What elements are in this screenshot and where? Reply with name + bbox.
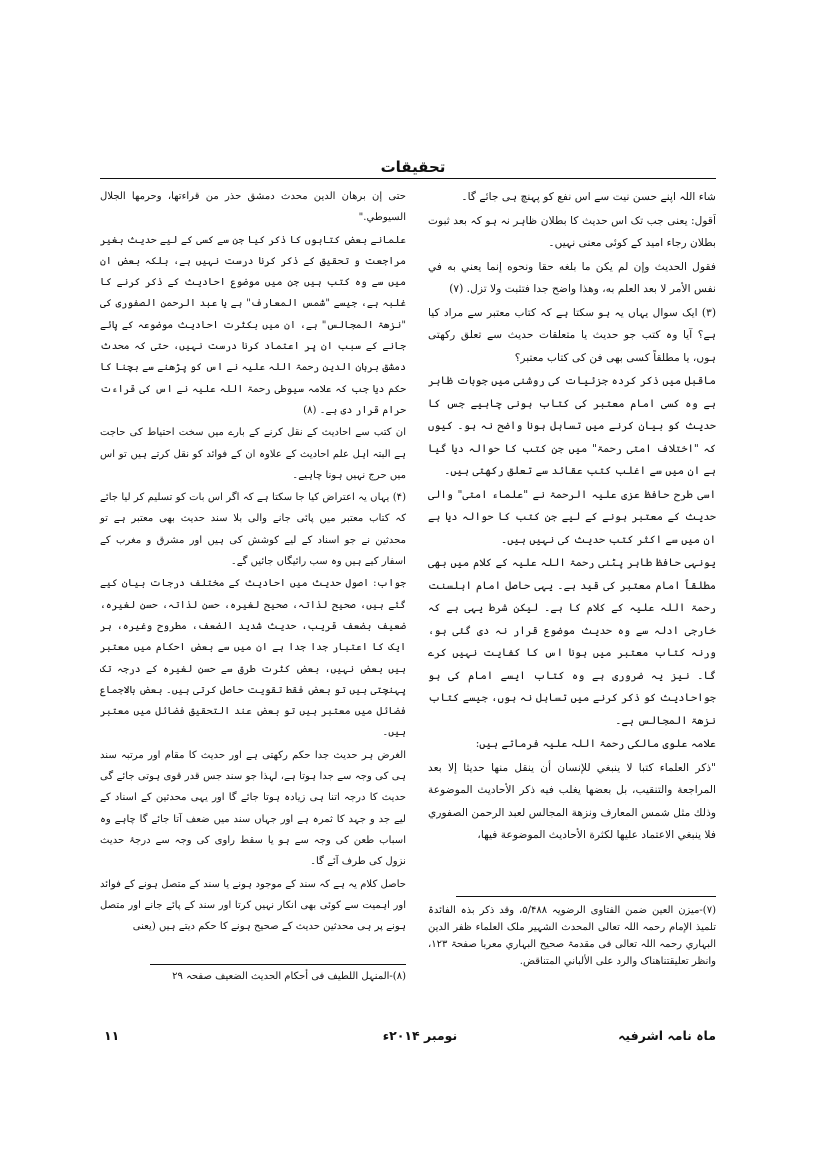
left-paragraph: جواب: اصول حدیث میں احادیث کے مختلف درجات بیان کیے گئے ہیں، صحیح لذاتہ، صحیح لغیرہ، حسن لذاتہ، حسن لغیرہ، ضعیف بضعف قریب، حدیث شدید الضعف، مطروح وغیرہ، ہر ایک کا اعتبار جدا جدا ہے ان میں سے بعض احکام میں معتبر ہیں بعض نہیں، بعض کثرت طرق سے حسن لغیرہ کے درجہ تک پہنچتی ہیں تو بعض فقط تقویت حاصل کرتی ہیں۔ بعض بالاجماع فضائل میں معتبر ہیں تو بعض عند التحقیق فضائل میں معتبر ہیں۔ bbox=[100, 578, 406, 739]
right-paragraph: یونہی حافظ طاہر پٹنی رحمۃ اللہ علیہ کے کلام میں بھی مطلقاً امام معتبر کی قید ہے۔ یہی حاصل امام اہلسنت رحمۃ اللہ علیہ کے کلام کا ہے۔ لیکن شرط یہی ہے کہ خارجی ادلہ سے وہ حدیث موضوع قرار نہ دی گئی ہو، ورنہ کتاب معتبر میں ہونا اس کا کفایت نہیں کرے گا۔ نیز یہ ضروری ہے وہ کتاب ایسے امام کی ہو جواحادیث کو ذکر کرنے میں تساہل نہ ہوں، جیسے کتاب نزھۃ المجالس ہے۔ bbox=[428, 556, 716, 727]
right-footnote: (۷)-میزن العین ضمن الفتاوی الرضویہ ۵/۴۸۸، وقد ذکر بذہ الفائدۃ تلمیذ الإمام رحمہ اللہ تعالی المحدث الشہیر ملک العلماء ظفر الدین البہاري رحمہ اللہ تعالی فی مقدمۃ صحیح البہاري معربا صفحۃ ۱۲۳، وانظر تعلیقتناھناک والرد علی الألباني المتناقض. bbox=[428, 905, 716, 967]
right-paragraph: (۳) ایک سوال یہاں یہ ہو سکتا ہے کہ کتاب معتبر سے مراد کیا ہے؟ آیا وہ کتب جو حدیث یا متعلقات حدیث سے تعلق رکھتی ہوں، یا مطلقاً کسی بھی فن کی کتاب معتبر؟ bbox=[428, 305, 716, 364]
page-number: ۱۱ bbox=[104, 1028, 120, 1043]
left-paragraph: (۴) یہاں یہ اعتراض کیا جا سکتا ہے کہ اگر اس بات کو تسلیم کر لیا جائے کہ کتاب معتبر میں پائی جانے والی بلا سند حدیث بھی معتبر ہے تو محدثین نے جو اسناد کے لیے کوشش کی ہیں اور مشرق و مغرب کے اسفار کیے ہیں وہ سب رائیگاں جائیں گے۔ bbox=[100, 492, 406, 568]
left-paragraph: حتى إن برهان الدين محدث دمشق حذر من قراءتها، وحرمها الجلال السيوطي." bbox=[100, 191, 406, 224]
right-paragraph: اسی طرح حافظ عزی علیہ الرحمۃ نے "علماء امتی" والی حدیث کے معتبر ہونے کے لیے جن کتب کا حوالہ دیا ہے ان میں سے اکثر کتب حدیث کی نہیں ہیں۔ bbox=[428, 487, 716, 546]
header-rule bbox=[100, 178, 716, 179]
right-paragraph: فقول الحديث وإن لم يكن ما بلغه حقا ونحوه إنما يعني به في نفس الأمر لا بعد العلم به، وهذا واضح جدا فتثبت ولا تزل. (۷) bbox=[428, 259, 716, 295]
left-footnote: (۸)-المنہل اللطیف فی أحکام الحدیث الضعیف صفحہ ۲۹ bbox=[172, 971, 406, 982]
left-column bbox=[100, 186, 406, 938]
right-paragraph: ماقبل میں ذکر کردہ جزئیات کی روشنی میں جوبات ظاہر ہے وہ کسی امام معتبر کی کتاب ہونی چاہیے جس کا حدیث کو بیان کرنے میں تساہل ہونا واضح نہ ہو۔ کیوں کہ "اختلاف امتی رحمۃ" میں جن کتب کا حوالہ دیا گیا ہے ان میں سے اغلب کتب عقائد سے تعلق رکھتی ہیں۔ bbox=[428, 374, 716, 477]
left-paragraph: حاصل کلام یہ ہے کہ سند کے موجود ہونے یا سند کے متصل ہونے کے فوائد اور اہمیت سے کوئی بھی انکار نہیں کرتا اور سند کے پائے جانے اور متصل ہونے پر ہی محدثین حدیث کے صحیح ہونے کا حکم دیتے ہیں (یعنی bbox=[100, 878, 406, 933]
right-footnote-rule bbox=[456, 896, 716, 897]
right-paragraph: اَقول: یعنی جب تک اس حدیث کا بطلان ظاہر نہ ہو کہ بعد ثبوت بطلان رجاء امید کے کوئی معنی نہیں۔ bbox=[428, 213, 716, 249]
left-paragraph: علمانے بعض کتابوں کا ذکر کیا جن سے کسی کے لیے حدیث بغیر مراجعت و تحقیق کے ذکر کرنا درست نہیں ہے، بلکہ بعض ان میں سے وہ کتب ہیں جن میں موضوع احادیث کے ذکر کرنے کا غلبہ ہے، جیسے "شمس المعارف" ہے یا عبد الرحمن الصفوری کی "نزھۃ المجالس" ہے، ان میں بکثرت احادیث موضوعہ کے پائے جانے کے سبب ان پر اعتماد کرنا درست نہیں، حتی کہ محدث دمشق برہان الدین رحمۃ اللہ علیہ نے اس کو پڑھنے سے بچنا کا حکم دیا جب کہ علامہ سیوطی رحمۃ اللہ علیہ نے اس کی قراءت حرام قرار دی ہے۔ (۸) bbox=[100, 234, 406, 416]
left-paragraph: الغرض ہر حدیث جدا حکم رکھتی ہے اور حدیث کا مقام اور مرتبہ سند ہی کی وجہ سے جدا ہوتا ہے، لہذا جو سند جس قدر قوی ہوتی جائے گی حدیث کا درجہ اتنا ہی زیادہ ہوتا جائے گا اور یہی محدثین کے اسناد کے لیے جد و جہد کا ثمرہ ہے اور جہاں سند میں ضعف آتا جائے گا چاہے وہ اسباب طعن کی وجہ سے ہو یا سقط راوی کی وجہ سے درجۂ حدیث نزول کی طرف آئے گا۔ bbox=[100, 749, 406, 868]
right-paragraph: علامہ علوی مالکی رحمۃ اللہ علیہ فرماتے ہیں: bbox=[475, 737, 716, 750]
magazine-name: ماہ نامہ اشرفیہ bbox=[618, 1028, 716, 1043]
section-title: تحقیقات bbox=[380, 158, 446, 176]
left-paragraph: ان کتب سے احادیث کے نقل کرنے کے بارے میں سخت احتیاط کی حاجت ہے البتہ اہل علم احادیث کے علاوہ ان کے فوائد کو نقل کرتے ہیں تو اس میں حرج نہیں ہونا چاہیے۔ bbox=[100, 427, 406, 481]
left-footnote-rule bbox=[150, 964, 406, 965]
issue-date: نومبر ۲۰۱۴ء bbox=[382, 1028, 458, 1043]
right-paragraph: شاء اللہ اپنے حسن نیت سے اس نفع کو پہنچ ہی جائے گا۔ bbox=[461, 190, 716, 203]
right-column bbox=[428, 186, 716, 848]
right-paragraph: "ذكر العلماء كتبا لا ينبغي للإنسان أن ينقل منها حديثا إلا بعد المراجعة والتنقيب، بل بعضها يغلب فيه ذكر الأحاديث الموضوعة وذلك مثل شمس المعارف ونزهة المجالس لعبد الرحمن الصفوري فلا ينبغي الاعتماد عليها لكثرة الأحاديث الموضوعة فيها، bbox=[428, 760, 716, 841]
